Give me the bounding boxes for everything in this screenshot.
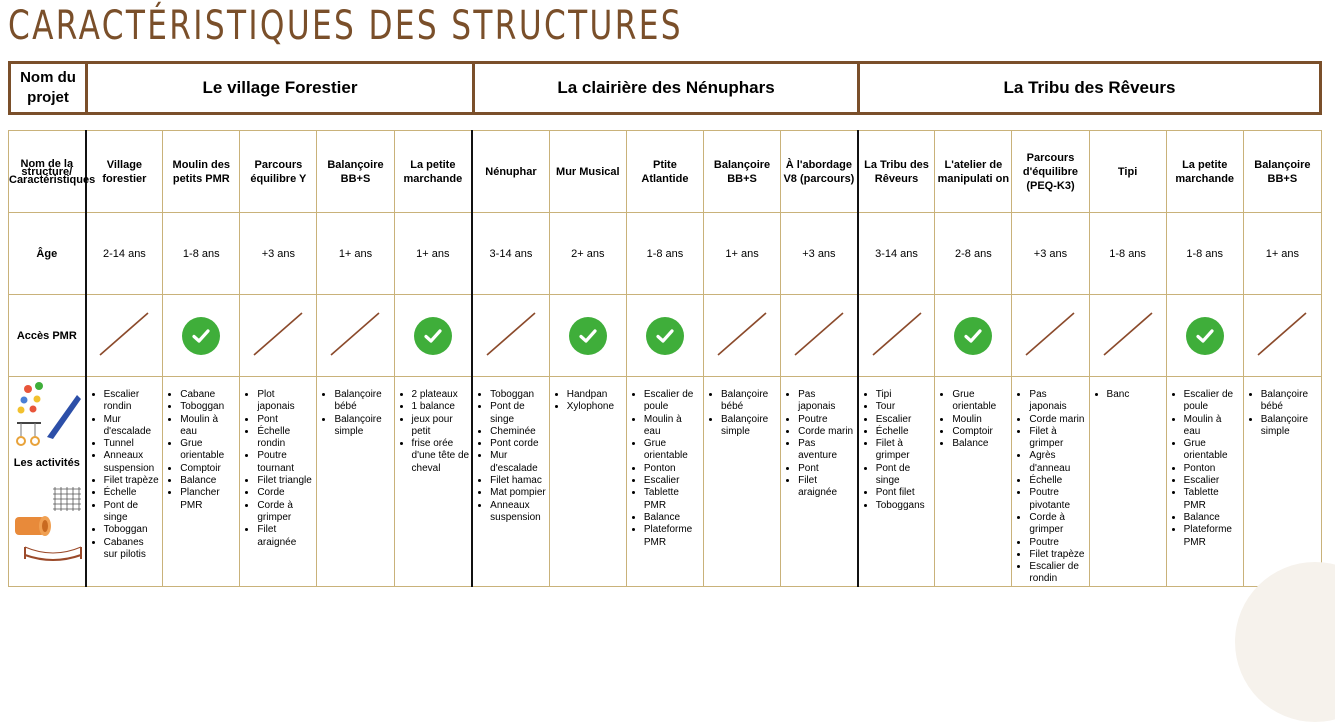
structure-name-cell xyxy=(317,131,394,213)
structure-name-cell xyxy=(1012,131,1089,213)
structure-activities-cell xyxy=(858,377,935,587)
activity-item: • Poutre xyxy=(798,414,855,426)
structure-age: +3 ans xyxy=(802,247,836,260)
pmr-not-accessible-slash-icon xyxy=(325,309,385,359)
structure-age: 2+ ans xyxy=(571,247,605,260)
structure-name-cell xyxy=(549,131,626,213)
structure-age: +3 ans xyxy=(261,247,296,260)
structure-pmr-cell xyxy=(1166,295,1243,377)
structure-name-cell xyxy=(1166,131,1243,213)
structure-pmr-cell xyxy=(549,295,626,377)
pmr-not-accessible-slash-icon xyxy=(1252,309,1312,359)
activity-item: • Échelle rondin xyxy=(257,426,314,451)
activity-item: • Grue orientable xyxy=(644,438,701,463)
activity-item: • Escalier xyxy=(876,414,933,426)
activity-item: • Corde à grimper xyxy=(1029,512,1086,537)
structure-pmr-cell xyxy=(86,295,163,377)
activity-item: • jeux pour petit xyxy=(412,414,470,439)
structure-pmr-cell xyxy=(394,295,472,377)
structure-pmr-cell xyxy=(1012,295,1089,377)
structure-pmr-cell xyxy=(626,295,703,377)
activity-item: • Handpan xyxy=(567,389,624,401)
activity-item: • Balançoire simple xyxy=(721,414,778,439)
structure-pmr-cell xyxy=(240,295,317,377)
structure-activities-cell xyxy=(935,377,1012,587)
pmr-not-accessible-slash-icon xyxy=(481,309,541,359)
activity-item: • Pont xyxy=(798,463,855,475)
structure-activities-cell xyxy=(394,377,472,587)
activity-item: • Balance xyxy=(644,512,701,524)
structure-name-cell xyxy=(858,131,935,213)
structure-age: 1+ ans xyxy=(416,247,450,260)
structure-name: La petite marchande xyxy=(1175,158,1235,185)
activity-item: • Escalier de poule xyxy=(644,389,701,414)
activity-item: • Cabane xyxy=(180,389,237,401)
activities-list xyxy=(317,377,393,438)
structure-activities-cell xyxy=(1243,377,1321,587)
activity-item: • Balançoire bébé xyxy=(1261,389,1319,414)
group-clairiere-nenuphars: La clairière des Nénuphars xyxy=(475,64,860,112)
pmr-accessible-check-icon xyxy=(182,317,220,355)
activity-item: • Comptoir xyxy=(952,426,1009,438)
activity-item: • Grue orientable xyxy=(1184,438,1241,463)
structure-activities-cell xyxy=(472,377,549,587)
structure-age-cell xyxy=(549,213,626,295)
activity-item: • Poutre xyxy=(1029,537,1086,549)
activities-list xyxy=(781,377,857,500)
pmr-not-accessible-slash-icon xyxy=(1020,309,1080,359)
structure-activities-cell xyxy=(1166,377,1243,587)
activity-item: • Pas aventure xyxy=(798,438,855,463)
pmr-accessible-check-icon xyxy=(646,317,684,355)
activity-item: • Pas japonais xyxy=(798,389,855,414)
activity-item: • Filet araignée xyxy=(257,524,314,549)
structure-age-cell xyxy=(1089,213,1166,295)
project-name-label: Nom du projet xyxy=(11,64,88,112)
activity-item: • Anneaux suspension xyxy=(490,500,547,525)
structure-age: 2-8 ans xyxy=(955,247,992,260)
structure-pmr-cell xyxy=(1243,295,1321,377)
activity-item: • Pont de singe xyxy=(104,500,161,525)
structure-activities-cell xyxy=(86,377,163,587)
group-tribu-reveurs: La Tribu des Rêveurs xyxy=(1003,78,1176,97)
structure-name-cell xyxy=(626,131,703,213)
activity-item: • Plancher PMR xyxy=(180,487,237,512)
activity-item: • Tipi xyxy=(876,389,933,401)
row-pmr xyxy=(9,295,1322,377)
structure-name: Mur Musical xyxy=(556,165,620,178)
structure-age-cell xyxy=(935,213,1012,295)
page-title: CARACTÉRISTIQUES DES STRUCTURES xyxy=(8,3,683,49)
activity-item: • Anneaux suspension xyxy=(104,450,161,475)
structure-activities-cell xyxy=(781,377,858,587)
activities-list xyxy=(859,377,935,512)
pmr-not-accessible-slash-icon xyxy=(712,309,772,359)
structure-age-cell xyxy=(1166,213,1243,295)
structure-name: Tipi xyxy=(1117,165,1138,178)
activity-item: • Escalier de poule xyxy=(1184,389,1241,414)
activity-item: • Balançoire bébé xyxy=(334,389,391,414)
structure-activities-cell xyxy=(163,377,240,587)
structure-age: 1+ ans xyxy=(1265,247,1300,260)
activity-item: • Corde xyxy=(257,487,314,499)
activities-list xyxy=(704,377,780,438)
structure-activities-cell xyxy=(317,377,394,587)
structure-age-cell xyxy=(472,213,549,295)
structure-name-cell xyxy=(703,131,780,213)
row-label-name: Nom de la structure/ Caractéristiques xyxy=(9,131,86,213)
activity-item: • Tour xyxy=(876,401,933,413)
structure-name: Ptite Atlantide xyxy=(641,158,689,185)
structure-age: 1-8 ans xyxy=(646,247,684,260)
project-header xyxy=(8,61,1322,115)
activity-item: • Pont de singe xyxy=(490,401,547,426)
row-age xyxy=(9,213,1322,295)
structure-pmr-cell xyxy=(935,295,1012,377)
activity-item: • Escalier rondin xyxy=(104,389,161,414)
activity-item: • Balançoire bébé xyxy=(721,389,778,414)
structure-pmr-cell xyxy=(163,295,240,377)
structure-age-cell xyxy=(86,213,163,295)
pmr-not-accessible-slash-icon xyxy=(94,309,154,359)
structure-name-cell xyxy=(163,131,240,213)
activities-list xyxy=(1012,377,1088,586)
activities-list xyxy=(240,377,316,549)
structure-name: La petite marchande xyxy=(403,158,463,185)
activity-item: • Échelle xyxy=(876,426,933,438)
pmr-accessible-check-icon xyxy=(414,317,452,355)
activity-item: • Filet trapèze xyxy=(104,475,161,487)
pmr-not-accessible-slash-icon xyxy=(1098,309,1158,359)
pmr-not-accessible-slash-icon xyxy=(248,309,308,359)
activity-item: • Moulin à eau xyxy=(1184,414,1241,439)
activity-item: • Grue orientable xyxy=(180,438,237,463)
activity-item: • Poutre tournant xyxy=(257,450,314,475)
structure-age-cell xyxy=(1012,213,1089,295)
structure-age-cell xyxy=(394,213,472,295)
activity-item: • Pas japonais xyxy=(1029,389,1086,414)
activity-item: • Cabanes sur pilotis xyxy=(104,537,161,562)
activity-item: • Filet à grimper xyxy=(876,438,933,463)
structure-name: Parcours équilibre Y xyxy=(250,158,307,185)
structure-pmr-cell xyxy=(781,295,858,377)
activity-item: • Filet araignée xyxy=(798,475,855,500)
row-activities xyxy=(9,377,1322,587)
structure-name-cell xyxy=(86,131,163,213)
structure-name: Nénuphar xyxy=(485,165,537,178)
structure-age: 2-14 ans xyxy=(103,247,146,260)
activity-item: • Escalier xyxy=(1184,475,1241,487)
pmr-accessible-check-icon xyxy=(954,317,992,355)
structure-age-cell xyxy=(781,213,858,295)
structure-age: 1-8 ans xyxy=(182,247,220,260)
activity-item: • Tunnel xyxy=(104,438,161,450)
activity-item: • Pont corde xyxy=(490,438,547,450)
structure-name-cell xyxy=(240,131,317,213)
row-label-activities: Les activités xyxy=(13,457,80,469)
activity-item: • frise orée d'une tête de cheval xyxy=(412,438,470,475)
structure-name: Balançoire BB+S xyxy=(1254,158,1311,185)
structure-age-cell xyxy=(858,213,935,295)
activity-item: • Poutre pivotante xyxy=(1029,487,1086,512)
activity-item: • Balançoire simple xyxy=(334,414,391,439)
structure-age: 1-8 ans xyxy=(1109,247,1146,260)
structure-pmr-cell xyxy=(703,295,780,377)
activity-item: • Moulin xyxy=(952,414,1009,426)
structure-name: Balançoire BB+S xyxy=(327,158,384,185)
structures-table xyxy=(8,130,1322,587)
structure-age: +3 ans xyxy=(1033,247,1068,260)
activity-item: • Cheminée xyxy=(490,426,547,438)
pmr-accessible-check-icon xyxy=(1186,317,1224,355)
activity-item: • Toboggan xyxy=(490,389,547,401)
structure-name-cell xyxy=(394,131,472,213)
activity-item: • Moulin à eau xyxy=(180,414,237,439)
activity-item: • Ponton xyxy=(1184,463,1241,475)
activities-list xyxy=(1090,377,1166,401)
structure-name-cell xyxy=(472,131,549,213)
activities-list xyxy=(550,377,626,414)
activity-item: • Pont filet xyxy=(876,487,933,499)
activities-list xyxy=(935,377,1011,450)
structure-pmr-cell xyxy=(472,295,549,377)
activity-item: • Filet trapèze xyxy=(1029,549,1086,561)
structure-age-cell xyxy=(703,213,780,295)
activity-item: • Corde marin xyxy=(798,426,855,438)
activities-list xyxy=(163,377,239,512)
structure-age: 1+ ans xyxy=(725,247,759,260)
activity-item: • Filet triangle xyxy=(257,475,314,487)
activity-item: • Pont xyxy=(257,414,314,426)
structure-age: 1-8 ans xyxy=(1186,247,1224,260)
structure-pmr-cell xyxy=(858,295,935,377)
structure-age-cell xyxy=(163,213,240,295)
activity-item: • Escalier xyxy=(644,475,701,487)
structure-activities-cell xyxy=(1012,377,1089,587)
activity-item: • Filet hamac xyxy=(490,475,547,487)
activity-item: • Ponton xyxy=(644,463,701,475)
structure-name: Village forestier xyxy=(102,158,147,185)
row-label-age: Âge xyxy=(9,213,86,295)
structure-activities-cell xyxy=(626,377,703,587)
activity-item: • Balance xyxy=(952,438,1009,450)
activity-item: • Plateforme PMR xyxy=(644,524,701,549)
activities-list xyxy=(627,377,703,549)
activity-item: • Balançoire simple xyxy=(1261,414,1319,439)
row-structure-names xyxy=(9,131,1322,213)
activity-item: • Escalier de rondin xyxy=(1029,561,1086,586)
activities-list xyxy=(395,377,472,475)
structure-name-cell xyxy=(1243,131,1321,213)
structure-name-cell xyxy=(781,131,858,213)
activity-item: • 2 plateaux xyxy=(412,389,470,401)
structure-name: À l'abordage V8 (parcours) xyxy=(783,158,855,185)
activity-item: • Corde marin xyxy=(1029,414,1086,426)
activity-item: • Xylophone xyxy=(567,401,624,413)
activity-item: • Comptoir xyxy=(180,463,237,475)
activity-item: • Banc xyxy=(1107,389,1164,401)
activities-list xyxy=(87,377,163,561)
activity-item: • Toboggan xyxy=(104,524,161,536)
activity-item: • Filet à grimper xyxy=(1029,426,1086,451)
activity-item: • 1 balance xyxy=(412,401,470,413)
activity-item: • Corde à grimper xyxy=(257,500,314,525)
structure-name: Parcours d'équilibre (PEQ-K3) xyxy=(1022,151,1079,192)
activities-illustration-icon xyxy=(9,377,86,571)
structure-age: 3-14 ans xyxy=(875,247,918,260)
activity-item: • Échelle xyxy=(1029,475,1086,487)
activity-item: • Tablette PMR xyxy=(1184,487,1241,512)
structure-name: Balançoire BB+S xyxy=(713,158,771,185)
structure-name: L'atelier de manipulati on xyxy=(937,158,1010,185)
structure-pmr-cell xyxy=(1089,295,1166,377)
structure-name-cell xyxy=(1089,131,1166,213)
structure-age: 1+ ans xyxy=(338,247,373,260)
activity-item: • Balance xyxy=(180,475,237,487)
pmr-accessible-check-icon xyxy=(569,317,607,355)
activities-list xyxy=(473,377,549,524)
activity-item: • Mat pompier xyxy=(490,487,547,499)
structure-name: Moulin des petits PMR xyxy=(172,158,230,185)
structure-age: 3-14 ans xyxy=(489,247,533,260)
activity-item: • Mur d'escalade xyxy=(104,414,161,439)
activities-list xyxy=(1244,377,1321,438)
pmr-not-accessible-slash-icon xyxy=(867,309,927,359)
activity-item: • Plateforme PMR xyxy=(1184,524,1241,549)
structure-age-cell xyxy=(317,213,394,295)
activities-list xyxy=(1167,377,1243,549)
structure-activities-cell xyxy=(240,377,317,587)
structure-pmr-cell xyxy=(317,295,394,377)
activity-item: • Balance xyxy=(1184,512,1241,524)
activity-item: • Plot japonais xyxy=(257,389,314,414)
activity-item: • Mur d'escalade xyxy=(490,450,547,475)
structure-age-cell xyxy=(1243,213,1321,295)
activity-item: • Moulin à eau xyxy=(644,414,701,439)
activity-item: • Agrès d'anneau xyxy=(1029,450,1086,475)
activity-item: • Pont de singe xyxy=(876,463,933,488)
activity-item: • Toboggans xyxy=(876,500,933,512)
group-village-forestier: Le village Forestier xyxy=(88,64,475,112)
structure-name: La Tribu des Rêveurs xyxy=(864,158,929,185)
activity-item: • Toboggan xyxy=(180,401,237,413)
activity-item: • Tablette PMR xyxy=(644,487,701,512)
structure-activities-cell xyxy=(703,377,780,587)
structure-activities-cell xyxy=(549,377,626,587)
structure-activities-cell xyxy=(1089,377,1166,587)
pmr-not-accessible-slash-icon xyxy=(789,309,849,359)
structure-name-cell xyxy=(935,131,1012,213)
row-label-pmr: Accès PMR xyxy=(9,295,86,377)
structure-age-cell xyxy=(240,213,317,295)
activity-item: • Grue orientable xyxy=(952,389,1009,414)
activity-item: • Échelle xyxy=(104,487,161,499)
activities-head-cell xyxy=(9,377,86,587)
structure-age-cell xyxy=(626,213,703,295)
